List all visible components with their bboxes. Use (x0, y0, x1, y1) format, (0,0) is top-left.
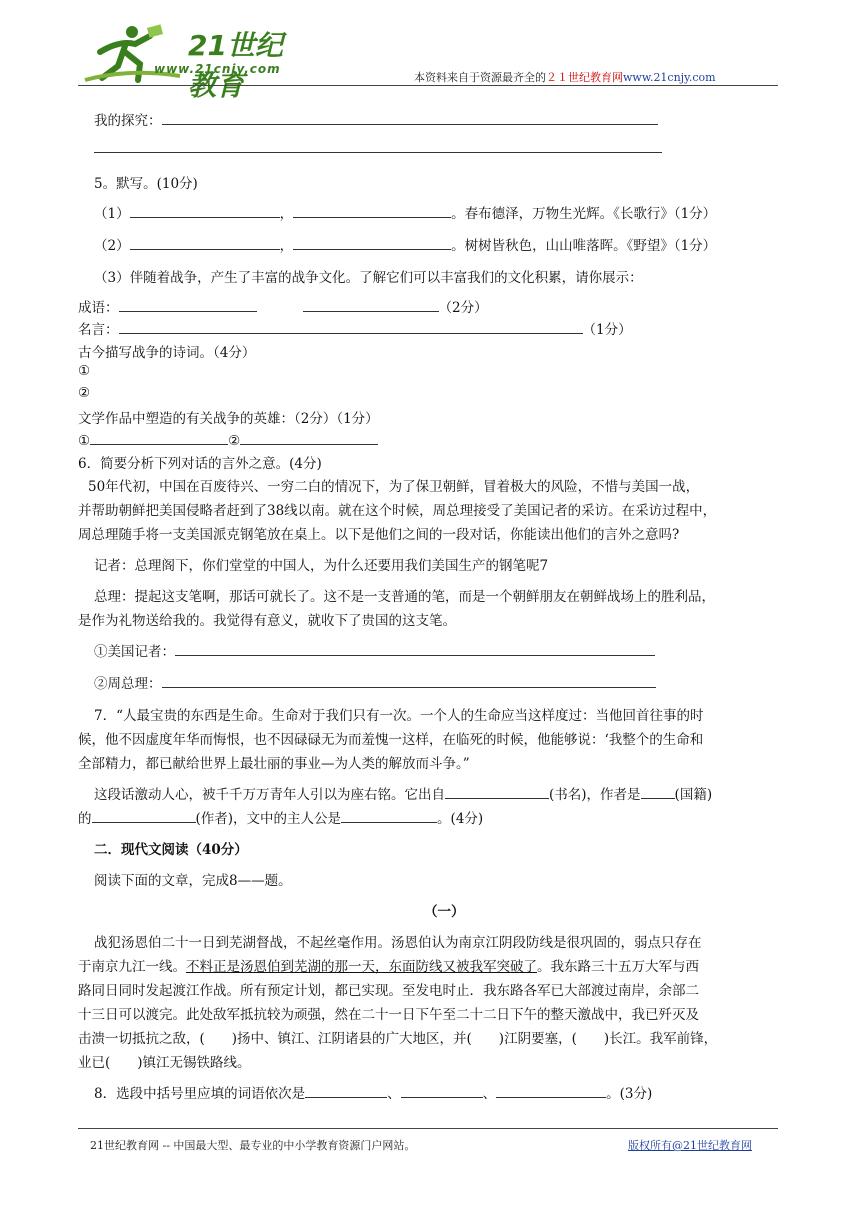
hero-2-label: ② (228, 433, 241, 449)
q5-2-blank-b[interactable] (293, 235, 451, 250)
q8-line (94, 1082, 652, 1102)
motto-blank[interactable] (119, 319, 583, 334)
q6-zhou-line-1: 总理：提起这支笔啊，那话可就长了。这不是一支普通的笔，而是一个朝鲜朋友在朝鲜战场上的胜利品， (94, 589, 715, 605)
q6-para-line-1: 50年代初，中国在百废待兴、一穷二白的情况下，为了保卫朝鲜，冒着极大的风险，不惜与美国一战， (88, 479, 700, 495)
poem-item-1: ① (78, 363, 91, 379)
q7-author-blank[interactable] (92, 808, 196, 823)
q6-answer-1 (94, 640, 655, 660)
q7-q-text-f: 。(4分) (437, 811, 484, 827)
q6-para-line-3: 周总理随手将一支美国派克钢笔放在桌上。以下是他们之间的一段对话，你能读出他们的言外之意吗? (78, 527, 680, 543)
idiom-label: 成语： (78, 300, 119, 316)
header-divider (78, 85, 778, 86)
q5-2-tail: 。树树皆秋色，山山唯落晖。《野望》（1分） (451, 238, 717, 254)
motto-line (78, 318, 632, 338)
explore-answer-blank[interactable] (162, 110, 658, 125)
logo-url: www.21cnjy.com (154, 62, 281, 76)
q6-answer-2-label: ②周总理： (94, 676, 162, 692)
header-note-site: ２１世纪教育网 (546, 71, 623, 84)
explore-label: 我的探究： (94, 113, 162, 129)
page-header (0, 0, 860, 102)
q7-q-text-a: 这段话激动人心，被千千万万青年人引以为座右铭。它出自 (94, 787, 445, 803)
article-line-3: 路同日同时发起渡江作战。所有预定计划，都已实现。至发电时止．我东路各军已大部渡过南岸，余部二 (78, 983, 699, 999)
q5-1-blank-a[interactable] (130, 203, 280, 218)
q8-blank-2[interactable] (401, 1083, 483, 1098)
q7-question-line-2 (78, 807, 483, 827)
hero-blank-2[interactable] (240, 430, 378, 445)
header-note-link[interactable]: www.21cnjy.com (623, 71, 716, 84)
article-line-2-b: 。我东路三十五万大军与西 (537, 959, 699, 975)
q8-sep-2: 、 (482, 1086, 497, 1102)
article-line-4: 十三日可以渡完。此处敌军抵抗较为顽强，然在二十一日下午至二十二日下午的整天激战中，我已歼灭及 (78, 1007, 699, 1023)
q7-q-text-b: (书名)，作者是 (549, 787, 641, 803)
q6-zhou-line-2: 是作为礼物送给我的。我觉得有意义，就收下了贵国的这支笔。 (78, 613, 456, 629)
poem-item-2: ② (78, 385, 91, 401)
q8-sep-1: 、 (387, 1086, 401, 1102)
article-line-2 (78, 955, 699, 975)
q5-item-3: （3）伴随着战争，产生了丰富的战争文化。了解它们可以丰富我们的文化积累，请你展示： (94, 270, 643, 286)
q7-q-text-c: (国籍) (674, 787, 713, 803)
q7-q-text-d: 的 (78, 811, 92, 827)
footer-copyright-link[interactable]: 版权所有@21世纪教育网 (628, 1139, 752, 1152)
q6-reporter-line: 记者：总理阁下，你们堂堂的中国人，为什么还要用我们美国生产的钢笔呢7 (94, 558, 549, 574)
explore-line-2 (94, 138, 662, 157)
logo-text: 21世纪教育 (188, 29, 283, 102)
header-note-prefix: 本资料来自于资源最齐全的 (414, 71, 546, 84)
q6-title: 6．简要分析下列对话的言外之意。(4分) (78, 456, 322, 472)
footer-divider (78, 1128, 778, 1129)
q5-item-2: （2） ， 。树树皆秋色，山山唯落晖。《野望》（1分） (94, 234, 716, 254)
idiom-blank-2[interactable] (303, 297, 439, 312)
q7-line-1: 7．“人最宝贵的东西是生命。生命对于我们只有一次。一个人的生命应当这样度过：当他回首往事的时 (94, 708, 704, 724)
explore-line (94, 109, 658, 129)
hero-blank-1[interactable] (90, 430, 228, 445)
q5-2-label: （2） (94, 238, 130, 254)
q6-answer-2-blank[interactable] (162, 673, 656, 688)
article-line-5: 击溃一切抵抗之敌，( )扬中、镇江、江阴诸县的广大地区，并( )江阴要塞，( )长江。我军前锋， (78, 1031, 718, 1047)
part-1-title: （一） (424, 904, 465, 920)
section-2-title: 二．现代文阅读（40分） (94, 842, 248, 858)
q5-1-blank-b[interactable] (293, 203, 451, 218)
q7-protagonist-blank[interactable] (341, 808, 437, 823)
q6-para-line-2: 并帮助朝鲜把美国侵略者赶到了38线以南。就在这个时候，周总理接受了美国记者的采访。在采访过程中， (78, 503, 717, 519)
q7-nationality-blank[interactable] (641, 784, 675, 799)
q7-q-text-e: (作者)，文中的主人公是 (195, 811, 342, 827)
q5-item-1: （1） ， 。春布德泽，万物生光辉。《长歌行》（1分） (94, 202, 716, 222)
q5-2-blank-a[interactable] (130, 235, 280, 250)
section-2-intro: 阅读下面的文章，完成8——题。 (94, 873, 292, 889)
article-line-1: 战犯汤恩伯二十一日到芜湖督战，不起丝毫作用。汤恩伯认为南京江阴段防线是很巩固的，弱点只存在 (94, 935, 702, 951)
q8-blank-3[interactable] (496, 1083, 606, 1098)
motto-score: （1分） (582, 322, 632, 338)
site-logo (80, 22, 310, 102)
q8-text: 8．选段中括号里应填的词语依次是 (94, 1086, 306, 1102)
hero-line (78, 430, 378, 449)
header-note (414, 69, 716, 85)
q5-title: 5。默写。(10分) (94, 176, 198, 192)
idiom-line (78, 296, 488, 316)
footer-site-note: 21世纪教育网 -- 中国最大型、最专业的中小学教育资源门户网站。 (90, 1139, 416, 1152)
q7-line-2: 候，他不因虚度年华而悔恨，也不因碌碌无为而羞愧一这样，在临死的时候，他能够说：‘我整个的生命和 (78, 732, 704, 748)
idiom-score: （2分） (438, 300, 488, 316)
article-line-6: 业已( )镇江无锡铁路线。 (78, 1055, 251, 1071)
hero-label: 文学作品中塑造的有关战争的英雄：（2分）（1分） (78, 411, 379, 427)
q7-book-blank[interactable] (445, 784, 549, 799)
hero-1-label: ① (78, 433, 91, 449)
q6-answer-1-blank[interactable] (175, 641, 655, 656)
q6-answer-1-label: ①美国记者： (94, 644, 175, 660)
q5-1-tail: 。春布德泽，万物生光辉。《长歌行》（1分） (451, 206, 717, 222)
q5-1-label: （1） (94, 206, 130, 222)
motto-label: 名言： (78, 322, 119, 338)
q6-answer-2 (94, 672, 656, 692)
q7-line-3: 全部精力，都已献给世界上最壮丽的事业—为人类的解放而斗争。” (78, 756, 470, 772)
q7-question-line-1 (94, 783, 712, 803)
q8-tail: 。(3分) (606, 1086, 653, 1102)
explore-answer-blank-2[interactable] (94, 138, 662, 153)
article-underlined-sentence: 不料正是汤恩伯到芜湖的那一天，东面防线又被我军突破了 (186, 959, 537, 975)
idiom-blank-1[interactable] (119, 297, 257, 312)
q8-blank-1[interactable] (305, 1083, 387, 1098)
article-line-2-a: 于南京九江一线。 (78, 959, 186, 975)
poem-label: 古今描写战争的诗词。（4分） (78, 345, 256, 361)
